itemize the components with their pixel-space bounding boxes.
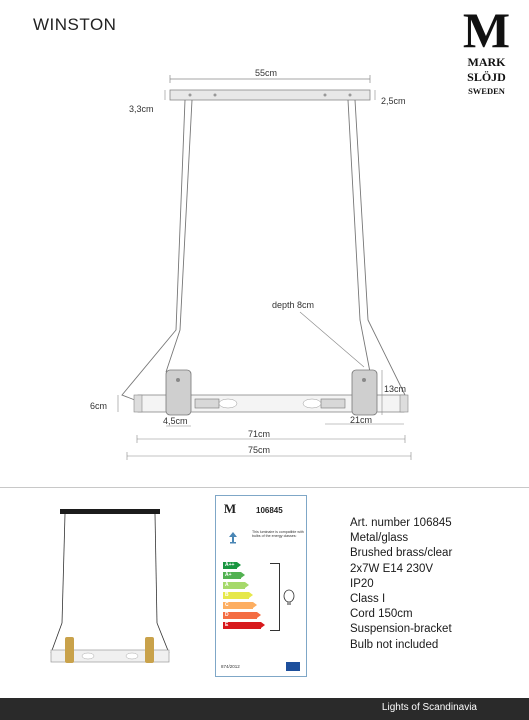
dim-holder-offset: 21cm (350, 415, 373, 425)
energy-label-lamp-icon (226, 530, 240, 544)
product-title: WINSTON (33, 15, 117, 34)
energy-class-bar: A++ (223, 562, 237, 569)
dim-tube-height: 6cm (90, 401, 108, 411)
dim-inner-length: 71cm (248, 429, 271, 439)
spec-line: Class I (350, 593, 386, 606)
energy-class-bar: E (223, 622, 261, 629)
product-photo (45, 505, 175, 677)
spec-line: Suspension-bracket (350, 623, 452, 636)
energy-class-bar: A (223, 582, 245, 589)
dim-canopy-height-right: 2,5cm (381, 96, 406, 106)
logo-line-1: MARK (467, 55, 506, 69)
energy-class-bracket (270, 563, 280, 631)
dim-holder-width: 4,5cm (163, 416, 188, 426)
logo-line-3: SWEDEN (468, 86, 505, 96)
energy-label-regulation: 874/2012 (221, 664, 240, 669)
spec-line: Cord 150cm (350, 608, 413, 621)
dim-canopy-width: 55cm (255, 68, 278, 78)
energy-label-note: This luminaire is compatible with bulbs of the energy classes: (252, 530, 304, 539)
dim-total-length: 75cm (248, 445, 271, 455)
eu-flag-icon (286, 662, 300, 671)
footer-text: Lights of Scandinavia (381, 702, 477, 713)
energy-label-code: 106845 (256, 506, 283, 515)
energy-class-bar: B (223, 592, 249, 599)
energy-class-bar: D (223, 612, 257, 619)
spec-line: Art. number 106845 (350, 517, 452, 529)
energy-class-bar: A+ (223, 572, 241, 579)
spec-line: IP20 (350, 577, 374, 590)
dim-canopy-height-left: 3,3cm (129, 104, 154, 114)
dim-holder-height: 13cm (384, 384, 407, 394)
dim-depth: depth 8cm (272, 300, 315, 310)
spec-line: Brushed brass/clear (350, 547, 453, 560)
energy-class-bar: C (223, 602, 253, 609)
footer-bar (0, 698, 529, 720)
spec-line: Bulb not included (350, 638, 439, 651)
section-divider (0, 487, 529, 488)
energy-label-logo: M (223, 501, 237, 516)
spec-line: 2x7W E14 230V (350, 562, 434, 575)
logo-letter: M (462, 3, 511, 58)
spec-line: Metal/glass (350, 532, 409, 545)
product-specs (350, 516, 452, 653)
logo-line-2: SLÖJD (467, 70, 506, 84)
bulb-icon (282, 589, 296, 607)
energy-label (215, 495, 307, 677)
